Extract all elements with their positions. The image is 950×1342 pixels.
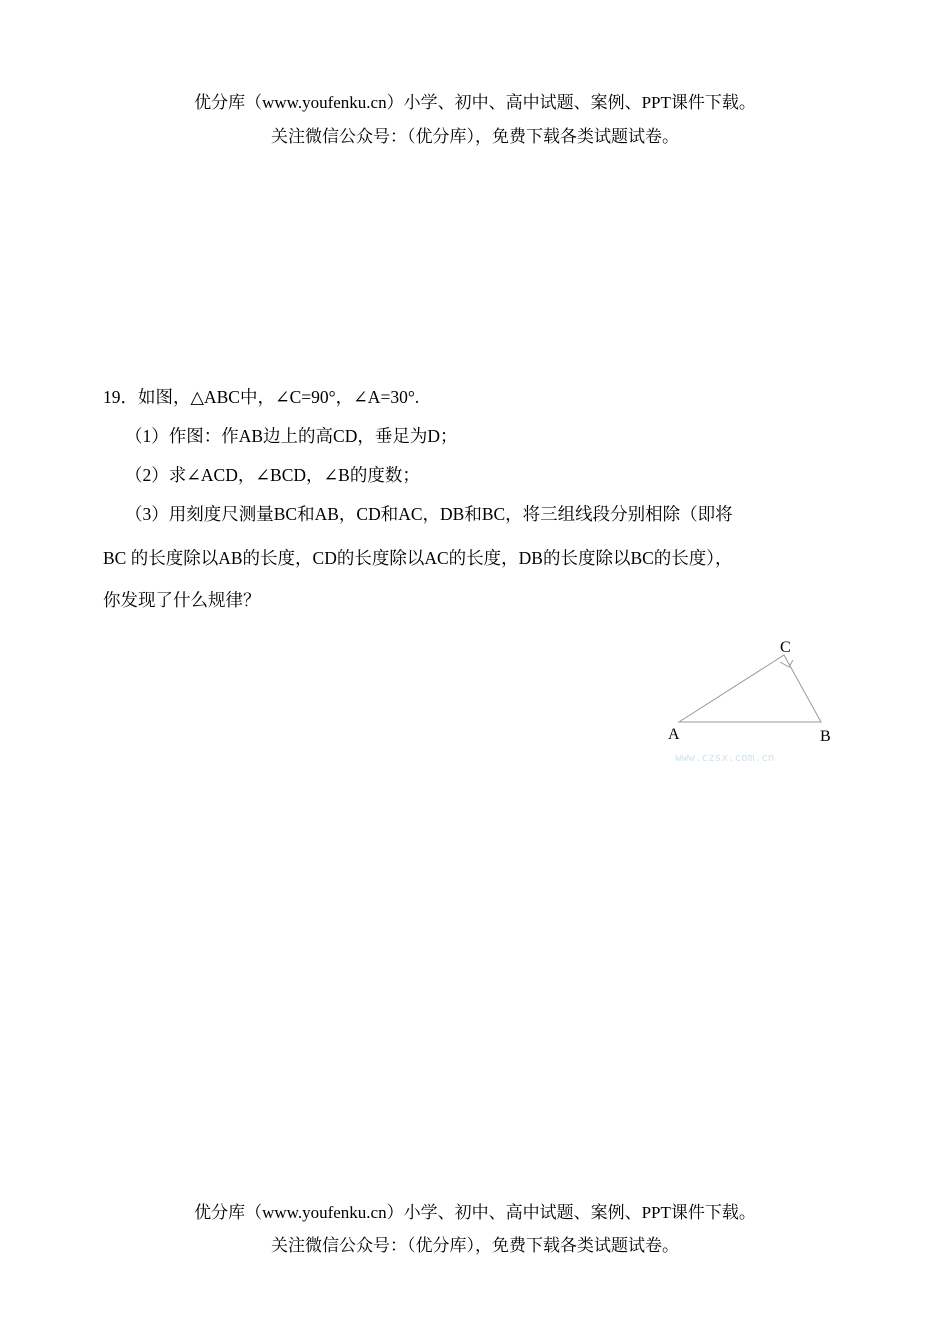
question-part-1: （1）作图：作AB边上的高CD，垂足为D； xyxy=(125,426,458,446)
question-part-2: （2）求∠ACD，∠BCD，∠B的度数； xyxy=(125,465,420,485)
figure-watermark: www.czsx.com.cn xyxy=(675,751,775,764)
question-part-3-line-1: （3）用刻度尺测量BC和AB，CD和AC，DB和BC，将三组线段分别相除（即将 xyxy=(125,504,733,524)
footer-line-1: 优分库（www.youfenku.cn）小学、初中、高中试题、案例、PPT课件下载。 xyxy=(194,1203,756,1222)
header-line-1: 优分库（www.youfenku.cn）小学、初中、高中试题、案例、PPT课件下载。 xyxy=(194,93,756,112)
vertex-label-b: B xyxy=(820,728,831,745)
footer-line-2: 关注微信公众号：（优分库），免费下载各类试题试卷。 xyxy=(271,1236,679,1255)
triangle-figure xyxy=(660,632,840,772)
triangle-abc xyxy=(679,655,821,722)
question-part-3-line-3: 你发现了什么规律？ xyxy=(103,590,261,610)
right-angle-marker xyxy=(780,660,793,667)
header-line-2: 关注微信公众号：（优分库），免费下载各类试题试卷。 xyxy=(271,127,679,146)
question-part-3-line-2: BC 的长度除以AB的长度，CD的长度除以AC的长度，DB的长度除以BC的长度）， xyxy=(103,548,733,568)
vertex-label-a: A xyxy=(668,726,680,743)
vertex-label-c: C xyxy=(780,639,791,656)
question-stem: 19．如图，△ABC中，∠C=90°，∠A=30°. xyxy=(103,387,420,407)
